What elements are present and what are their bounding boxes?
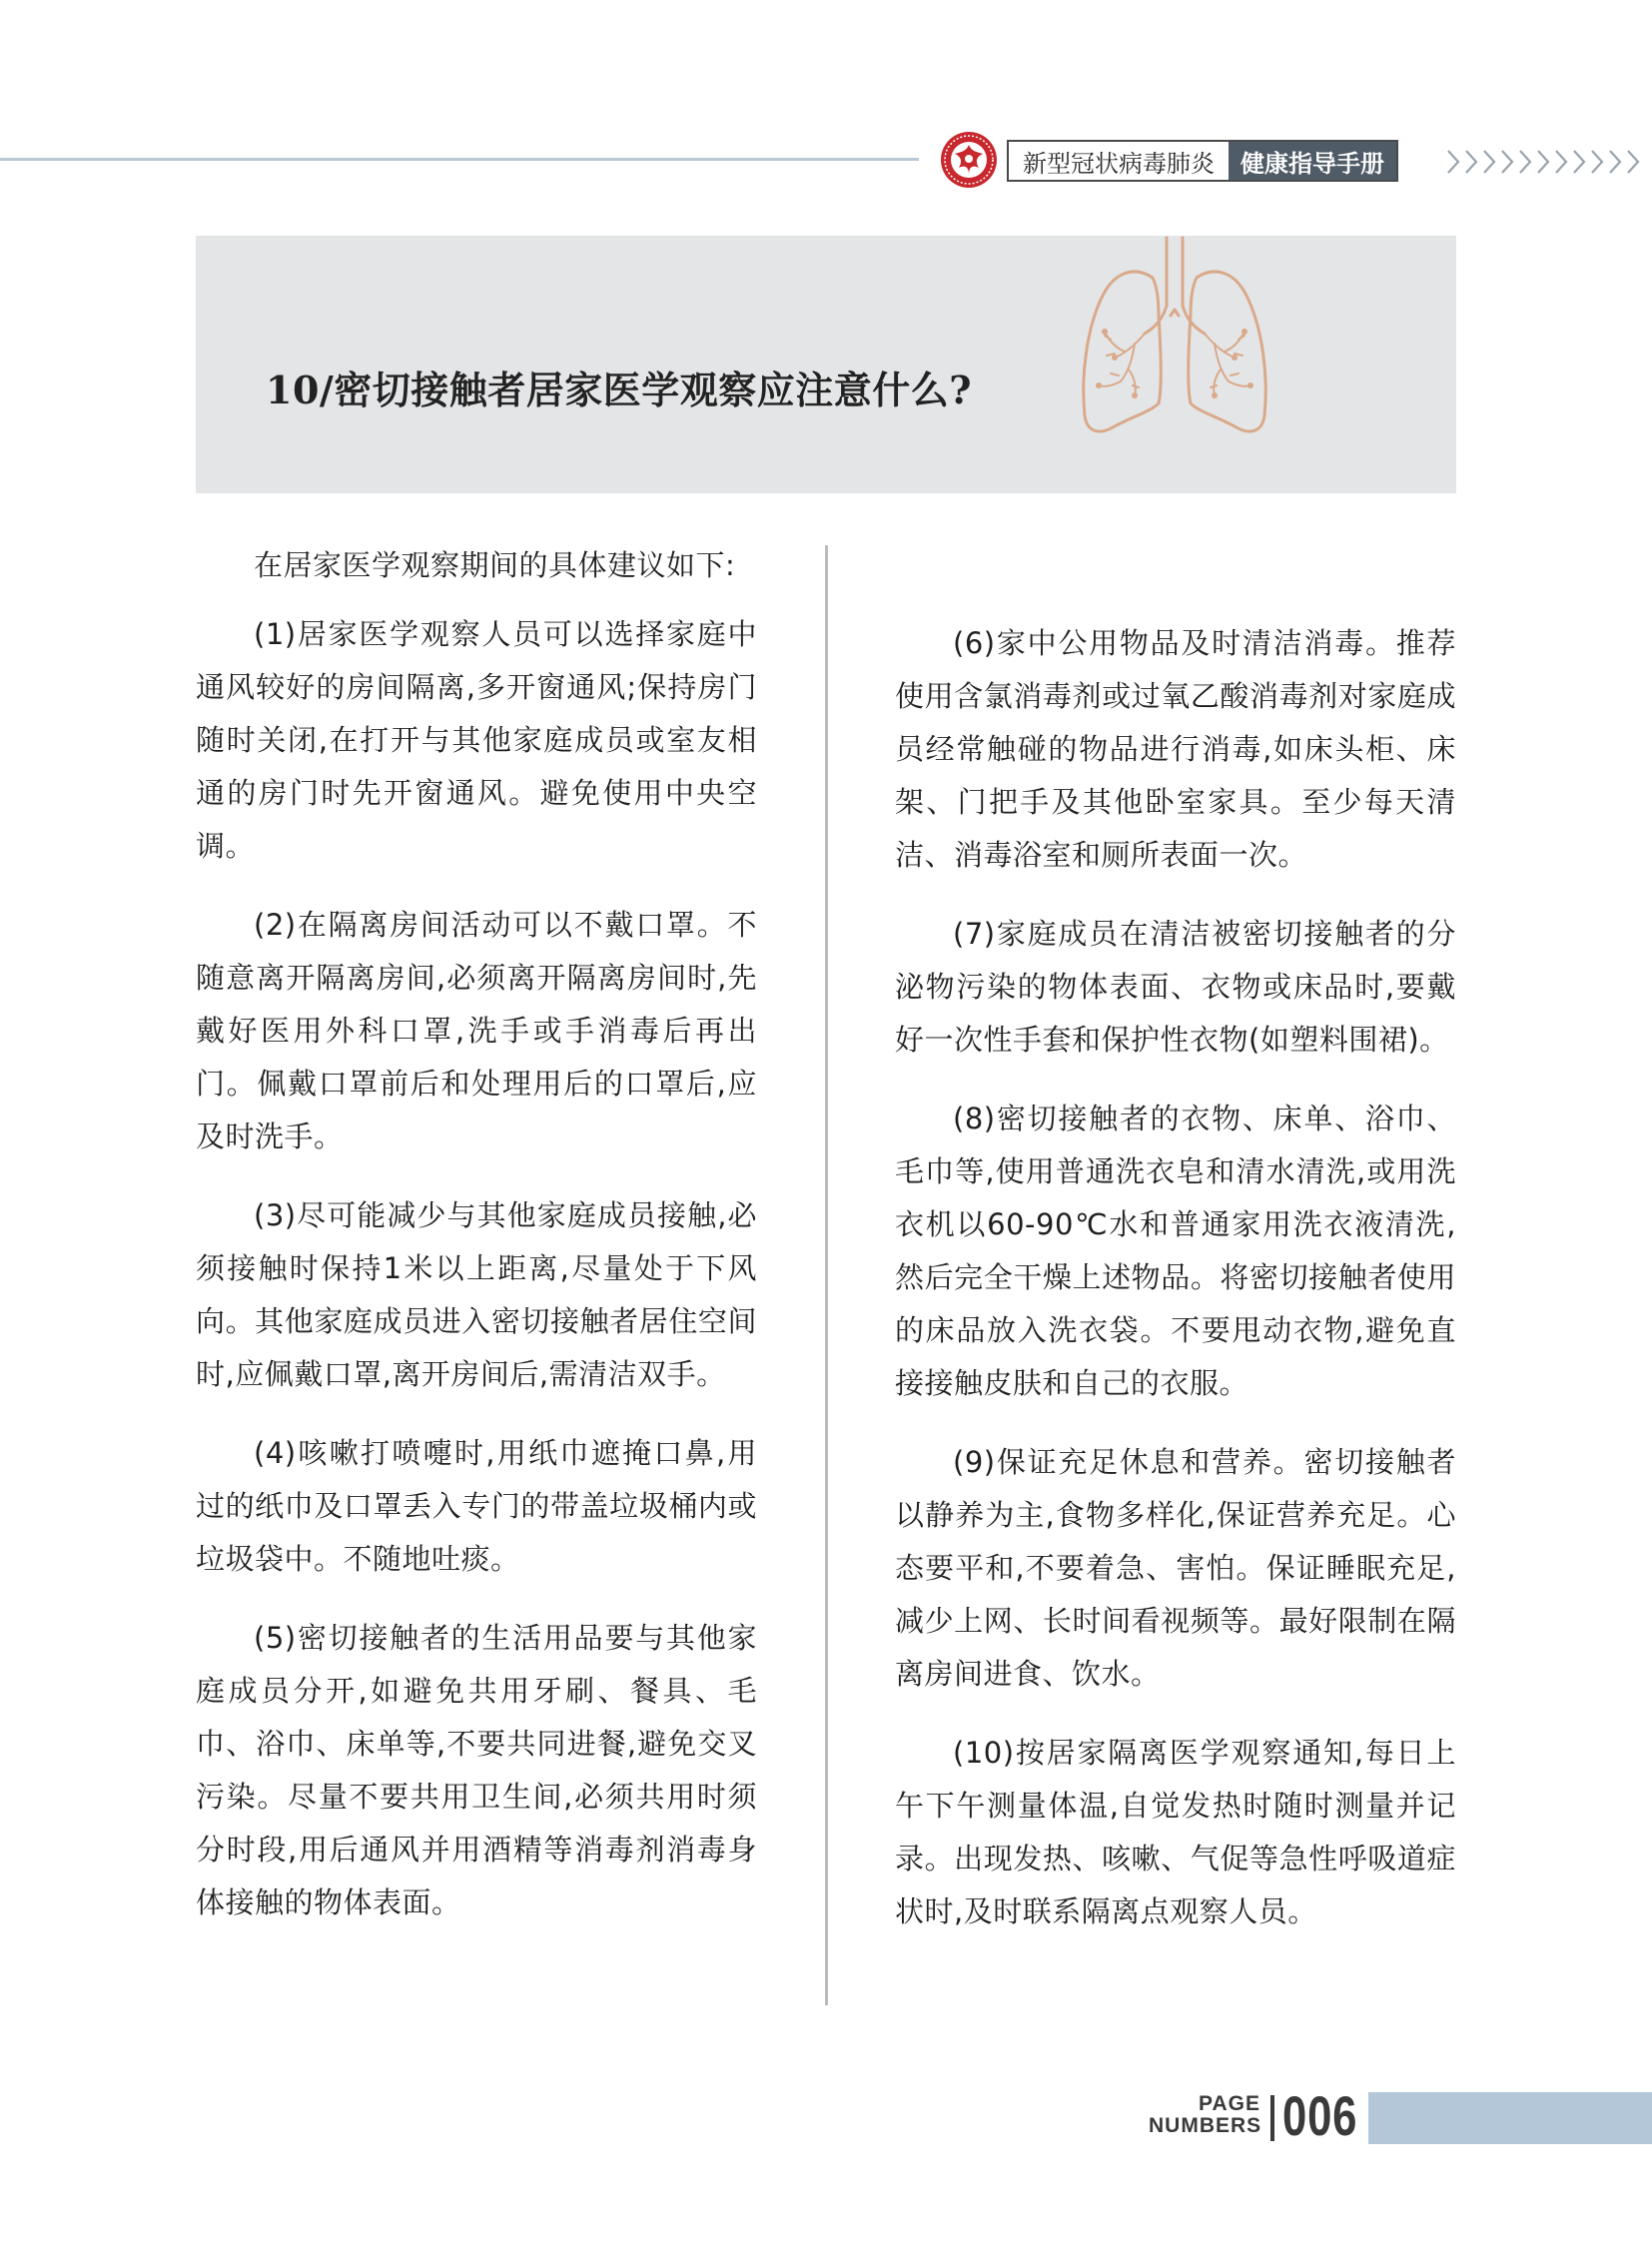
intro-paragraph: 在居家医学观察期间的具体建议如下: — [254, 548, 736, 582]
guide-title: 健康指导手册 — [1229, 142, 1396, 180]
lungs-icon — [1075, 236, 1274, 467]
page-number-bar — [1368, 2092, 1652, 2144]
header-rule — [0, 158, 919, 161]
advice-item-4: (4)咳嗽打喷嚏时,用纸巾遮掩口鼻,用过的纸巾及口罩丢入专门的带盖垃圾桶内或垃圾袋中。不随地吐痰。 — [196, 1436, 757, 1576]
page-number: 006 — [1282, 2084, 1358, 2147]
advice-item-2: (2)在隔离房间活动可以不戴口罩。不随意离开隔离房间,必须离开隔离房间时,先戴好医用外科口罩,洗手或手消毒后再出门。佩戴口罩前后和处理用后的口罩后,应及时洗手。 — [196, 908, 757, 1153]
advice-item-7: (7)家庭成员在清洁被密切接触者的分泌物污染的物体表面、衣物或床品时,要戴好一次性手套和保护性衣物(如塑料围裙)。 — [895, 917, 1456, 1057]
advice-item-6: (6)家中公用物品及时清洁消毒。推荐使用含氯消毒剂或过氧乙酸消毒剂对家庭成员经常触碰的物品进行消毒,如床头柜、床架、门把手及其他卧室家具。至少每天清洁、消毒浴室和厕所表面一次。 — [895, 626, 1456, 872]
question-title: 10/密切接触者居家医学观察应注意什么? — [266, 368, 973, 412]
page-label-line2: NUMBERS — [1149, 2114, 1262, 2137]
page-label — [1149, 2093, 1260, 2137]
left-column — [196, 539, 757, 1955]
advice-item-9: (9)保证充足休息和营养。密切接触者以静养为主,食物多样化,保证营养充足。心态要平和,不要着急、害怕。保证睡眠充足,减少上网、长时间看视频等。最好限制在隔离房间进食、饮水。 — [895, 1445, 1456, 1691]
page-label-line1: PAGE — [1199, 2092, 1260, 2115]
advice-item-3: (3)尽可能减少与其他家庭成员接触,必须接触时保持1米以上距离,尽量处于下风向。其他家庭成员进入密切接触者居住空间时,应佩戴口罩,离开房间后,需清洁双手。 — [196, 1198, 757, 1391]
handbook-title-tag — [1007, 140, 1398, 182]
series-title: 新型冠状病毒肺炎 — [1009, 142, 1229, 180]
chevron-right-icon — [1444, 145, 1640, 179]
red-cross-emblem-icon — [939, 130, 999, 190]
page-number-separator — [1270, 2095, 1274, 2141]
right-column — [895, 617, 1456, 1964]
question-banner — [196, 236, 1456, 493]
advice-item-10: (10)按居家隔离医学观察通知,每日上午下午测量体温,自觉发热时随时测量并记录。出现发热、咳嗽、气促等急性呼吸道症状时,及时联系隔离点观察人员。 — [895, 1736, 1456, 1928]
advice-item-5: (5)密切接触者的生活用品要与其他家庭成员分开,如避免共用牙刷、餐具、毛巾、浴巾、床单等,不要共同进餐,避免交叉污染。尽量不要共用卫生间,必须共用时须分时段,用后通风并用酒精等消毒剂消毒身体接触的物体表面。 — [196, 1621, 757, 1919]
column-divider — [825, 545, 828, 2005]
advice-item-1: (1)居家医学观察人员可以选择家庭中通风较好的房间隔离,多开窗通风;保持房门随时关闭,在打开与其他家庭成员或室友相通的房门时先开窗通风。避免使用中央空调。 — [196, 617, 757, 863]
advice-item-8: (8)密切接触者的衣物、床单、浴巾、毛巾等,使用普通洗衣皂和清水清洗,或用洗衣机以60-90℃水和普通家用洗衣液清洗,然后完全干燥上述物品。将密切接触者使用的床品放入洗衣袋。不要甩动衣物,避免直接接触皮肤和自己的衣服。 — [895, 1102, 1456, 1400]
